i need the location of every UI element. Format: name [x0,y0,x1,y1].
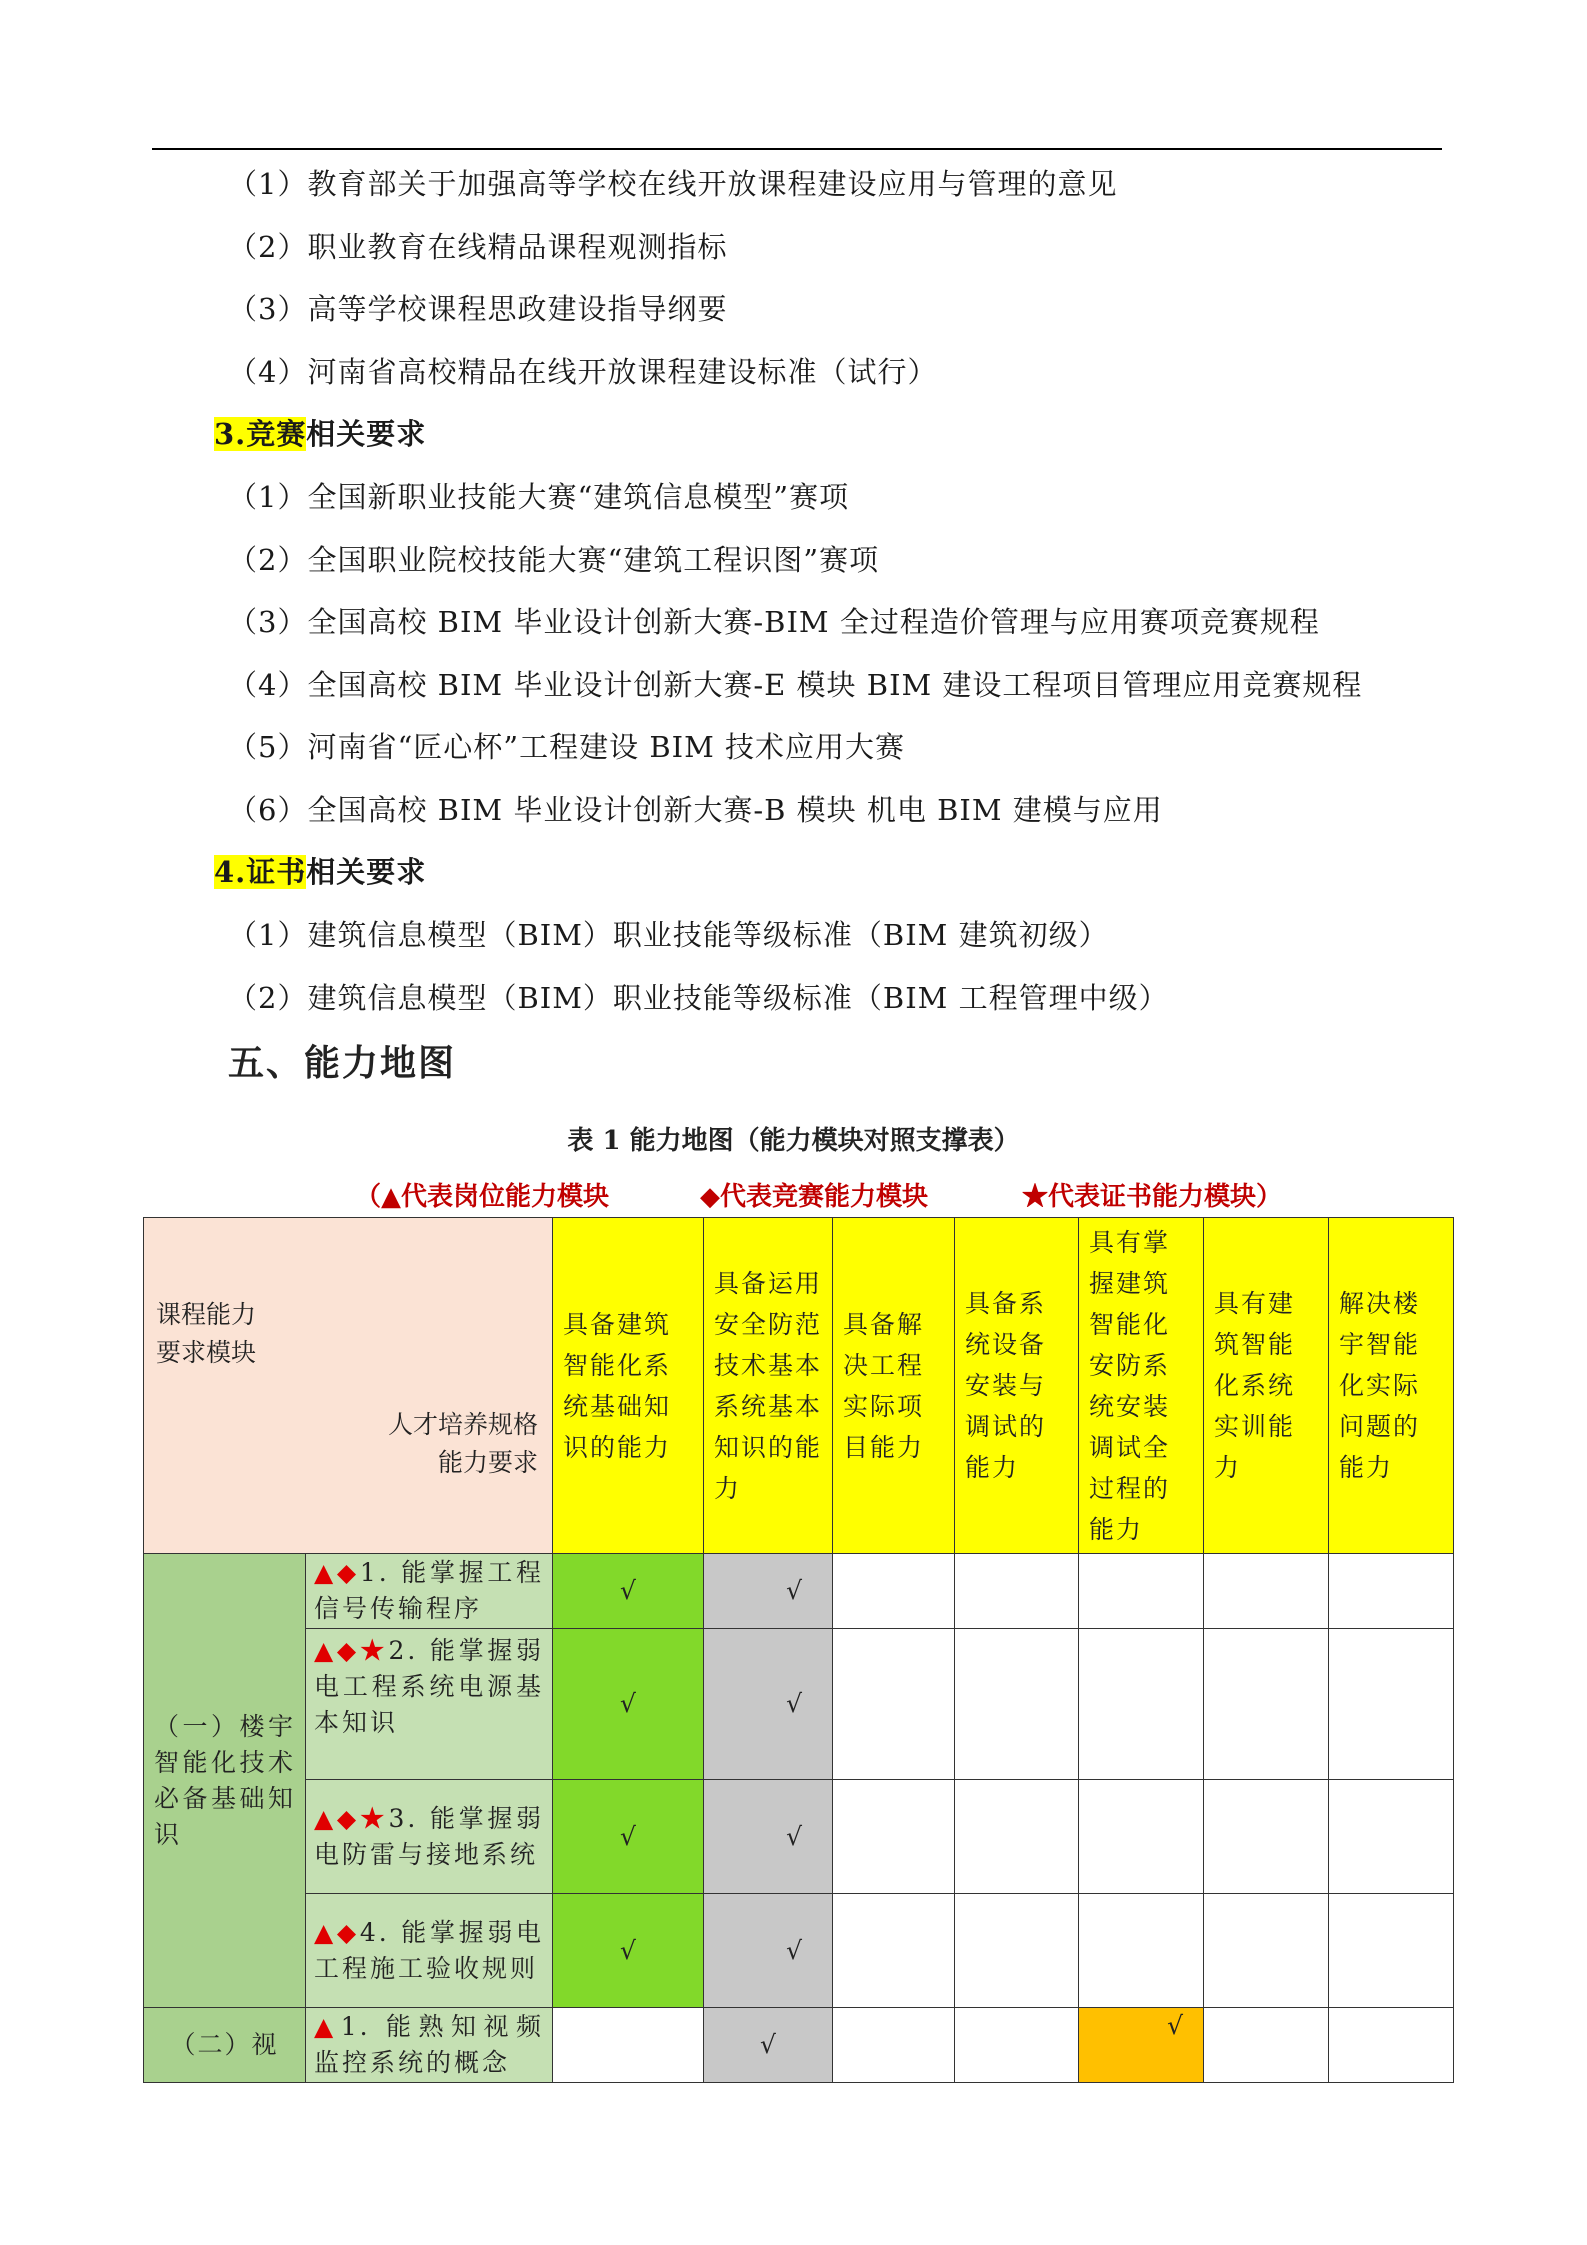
column-header: 具备解决工程实际项目能力 [833,1218,955,1554]
empty-cell [1204,1894,1329,2008]
empty-cell [833,1780,955,1894]
row-label [306,1780,553,1894]
group-cell: （二）视 [144,2008,306,2083]
table-header-row [144,1218,1454,1554]
ability-marks: ▲◆ [314,1917,360,1947]
empty-cell [955,1629,1079,1780]
empty-cell [833,1629,955,1780]
empty-cell [1329,1629,1454,1780]
row-text: 1. 能熟知视频监控系统的概念 [314,2012,544,2077]
subheading-highlight: 3.竞赛 [214,417,307,451]
row-label [306,2008,553,2083]
competition-item-5: （5）河南省“匠心杯”工程建设 BIM 技术应用大赛 [228,730,905,764]
subheading-rest: 相关要求 [306,417,427,451]
table-caption: 表 1 能力地图（能力模块对照支撑表） [567,1126,1020,1156]
empty-cell [553,2008,704,2083]
header-rule [152,148,1442,150]
empty-cell [955,1894,1079,2008]
corner-bottom-line: 人才培养规格 [387,1410,538,1439]
corner-cell [144,1218,553,1554]
legend-post: （▲代表岗位能力模块 [355,1182,609,1212]
row-label [306,1554,553,1629]
table-row [144,1780,1454,1894]
row-label [306,1629,553,1780]
standard-item-1: （1）教育部关于加强高等学校在线开放课程建设应用与管理的意见 [228,167,1118,201]
check-cell: √ [704,1894,833,2008]
check-cell: √ [553,1554,704,1629]
check-cell: √ [704,1554,833,1629]
subheading-rest: 相关要求 [306,855,427,889]
check-cell: √ [553,1780,704,1894]
empty-cell [955,2008,1079,2083]
empty-cell [1079,1629,1204,1780]
empty-cell [1079,1554,1204,1629]
certificate-item-1: （1）建筑信息模型（BIM）职业技能等级标准（BIM 建筑初级） [228,918,1109,952]
empty-cell [1079,1780,1204,1894]
empty-cell [1204,1780,1329,1894]
check-cell: √ [704,1629,833,1780]
ability-map-table [143,1217,1454,2083]
corner-top-label [156,1296,256,1372]
table-row [144,1629,1454,1780]
row-text: 4. 能掌握弱电工程施工验收规则 [314,1917,544,1983]
column-header: 具备建筑智能化系统基础知识的能力 [553,1218,704,1554]
table-row [144,2008,1454,2083]
check-cell: √ [704,1780,833,1894]
standard-item-3: （3）高等学校课程思政建设指导纲要 [228,292,728,326]
row-text: 3. 能掌握弱电防雷与接地系统 [314,1803,544,1869]
column-header: 解决楼宇智能化实际问题的能力 [1329,1218,1454,1554]
competition-item-1: （1）全国新职业技能大赛“建筑信息模型”赛项 [228,480,850,514]
corner-top-line: 要求模块 [156,1338,257,1367]
empty-cell [1329,1554,1454,1629]
legend-competition: ◆代表竞赛能力模块 [700,1182,928,1212]
empty-cell [1204,1629,1329,1780]
row-text: 1. 能掌握工程信号传输程序 [314,1558,544,1623]
empty-cell [955,1780,1079,1894]
ability-marks: ▲◆★ [314,1636,389,1665]
competition-item-6: （6）全国高校 BIM 毕业设计创新大赛-B 模块 机电 BIM 建模与应用 [228,793,1163,827]
section-title: 五、能力地图 [228,1043,457,1084]
row-text: 2. 能掌握弱电工程系统电源基本知识 [314,1636,544,1737]
empty-cell [1329,2008,1454,2083]
check-cell: √ [1079,2008,1204,2083]
corner-bottom-line: 能力要求 [437,1448,538,1477]
certificate-item-2: （2）建筑信息模型（BIM）职业技能等级标准（BIM 工程管理中级） [228,981,1169,1015]
ability-marks: ▲◆ [314,1558,360,1587]
subheading-certificate [214,852,426,892]
standard-item-4: （4）河南省高校精品在线开放课程建设标准（试行） [228,355,938,389]
standard-item-2: （2）职业教育在线精品课程观测指标 [228,230,728,264]
corner-bottom-label [388,1406,538,1482]
table-row [144,1894,1454,2008]
subheading-highlight: 4.证书 [214,855,307,889]
group-cell: （一）楼宇智能化技术必备基础知识 [144,1554,306,2008]
legend-certificate: ★代表证书能力模块） [1022,1182,1283,1212]
corner-top-line: 课程能力 [156,1300,257,1329]
row-label [306,1894,553,2008]
column-header: 具备运用安全防范技术基本系统基本知识的能力 [704,1218,833,1554]
column-header: 具备系统设备安装与调试的能力 [955,1218,1079,1554]
column-header: 具有掌握建筑智能化安防系统安装调试全过程的能力 [1079,1218,1204,1554]
empty-cell [955,1554,1079,1629]
ability-marks: ▲ [314,2012,341,2041]
empty-cell [1204,2008,1329,2083]
competition-item-4: （4）全国高校 BIM 毕业设计创新大赛-E 模块 BIM 建设工程项目管理应用竞赛规程 [228,668,1363,702]
competition-item-3: （3）全国高校 BIM 毕业设计创新大赛-BIM 全过程造价管理与应用赛项竞赛规程 [228,605,1320,639]
check-cell: √ [704,2008,833,2083]
empty-cell [1329,1894,1454,2008]
subheading-competition [214,414,426,454]
empty-cell [833,2008,955,2083]
ability-marks: ▲◆★ [314,1803,389,1833]
competition-item-2: （2）全国职业院校技能大赛“建筑工程识图”赛项 [228,543,880,577]
column-header: 具有建筑智能化系统实训能力 [1204,1218,1329,1554]
table-row [144,1554,1454,1629]
check-cell: √ [553,1629,704,1780]
empty-cell [1329,1780,1454,1894]
empty-cell [1079,1894,1204,2008]
check-cell: √ [553,1894,704,2008]
empty-cell [1204,1554,1329,1629]
empty-cell [833,1554,955,1629]
empty-cell [833,1894,955,2008]
